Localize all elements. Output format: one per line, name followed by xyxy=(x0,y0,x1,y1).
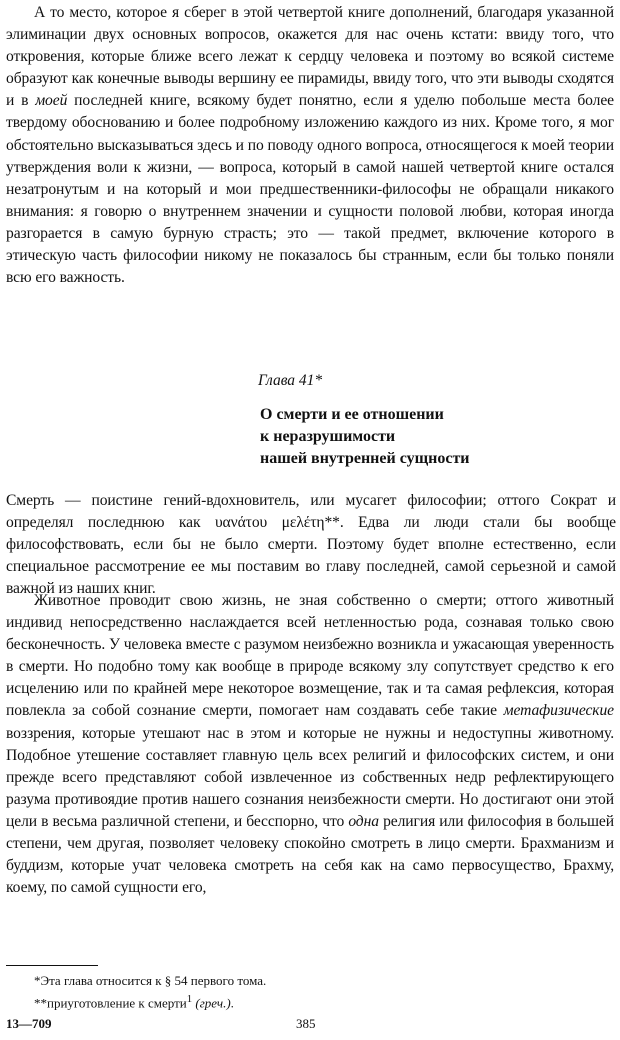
text-run: **. Едва ли люди стали бы вообще философствовать, если бы не было смерти. Поэтому будет вполне естественно, если специальное рассмотрение ее мы поставим во главу последней, самой серьезной и самой важной из наших книг. xyxy=(6,514,616,598)
chapter-title-line: нашей внутренней сущности xyxy=(260,450,470,467)
text-run: Смерть — поистине гений-вдохновитель, или мусагет философии; оттого Сократ и определял последнюю как xyxy=(6,492,616,532)
chapter-title-line: О смерти и ее отношении xyxy=(260,406,444,423)
paragraph-animal xyxy=(6,590,614,899)
text-run: А то место, которое я сберег в этой четвертой книге дополнений, благодаря указанной элиминации двух основных вопросов, окажется для нас очень кстати: ввиду того, что откровения, которые ближе всего лежат к сердцу человека и поэтому во всякой системе образуют как конечные выводы вершину ее пирамиды, ввиду того, что эти выводы сходятся и в xyxy=(6,4,614,110)
footnote-2 xyxy=(6,990,234,1012)
emphasis-text: метафизические xyxy=(503,702,614,720)
printer-signature: 13—709 xyxy=(6,1016,52,1031)
text-run: воззрения, которые утешают нас в этом и которые не нужны и недоступны животному. Подобное утешение составляет главную цель всех религий и философских систем, и они прежде всего представляют собой извлеченное из собственных недр рефлектирующего разума противоядие против нашего сознания неизбежности смерти. Но достигают они этой цели в весьма различной степени, и бесспорно, что xyxy=(6,724,614,830)
footnote-marker: 1 xyxy=(186,993,193,1005)
footnote-1: *Эта глава относится к § 54 первого тома. xyxy=(34,973,267,988)
text-run: последней книге, всякому будет понятно, если я уделю побольше места более твердому обоснованию и более подробному изложению каждого из них. Кроме того, я мог обстоятельно высказываться здесь и по поводу одного вопроса, относящегося к моей теории утверждения воли к жизни, — вопроса, который в самой нашей четвертой книге остался незатронутым и на который и мои предшественники-философы не обращали никакого внимания: я говорю о внутреннем значении и сущности половой любви, которая иногда разгорается в самую бурную страсть; это — такой предмет, включение которого в этическую часть философии никому не показалось бы странным, если бы только поняли всю его важность. xyxy=(6,92,614,287)
paragraph-death-muse xyxy=(6,490,616,600)
text-run: религия или философия в большей степени, чем другая, позволяет человеку спокойно смотреть в лицо смерти. Брахманизм и буддизм, которые учат человека смотреть на себя как на само первосущество, Брахму, коему, по самой сущности его, xyxy=(6,812,614,897)
chapter-label: Глава 41* xyxy=(258,372,323,389)
text-run: . xyxy=(230,995,234,1011)
text-run: **приуготовление к смерти xyxy=(34,995,187,1011)
emphasis-text: (греч.) xyxy=(192,995,231,1011)
page-number: 385 xyxy=(296,1016,316,1031)
text-run: Животное проводит свою жизнь, не зная собственно о смерти; оттого животный индивид непосредственно наслаждается всей нетленностью рода, сознавая только свою бесконечность. У человека вместе с разумом неизбежно возникла и ужасающая уверенность в смерти. Но подобно тому как вообще в природе всякому злу сопутствует средство к его исцелению или по крайней мере некоторое возмещение, так и та самая рефлексия, которая повлекла за собой сознание смерти, помогает нам создавать себе такие xyxy=(6,592,614,720)
chapter-title xyxy=(260,404,620,470)
emphasis-text: моей xyxy=(35,92,68,110)
footnote-divider xyxy=(6,965,98,966)
chapter-title-line: к неразрушимости xyxy=(260,428,396,445)
greek-phrase: υανάτου μελέτη xyxy=(214,514,325,532)
paragraph-intro xyxy=(6,2,614,289)
emphasis-text: одна xyxy=(348,812,379,830)
